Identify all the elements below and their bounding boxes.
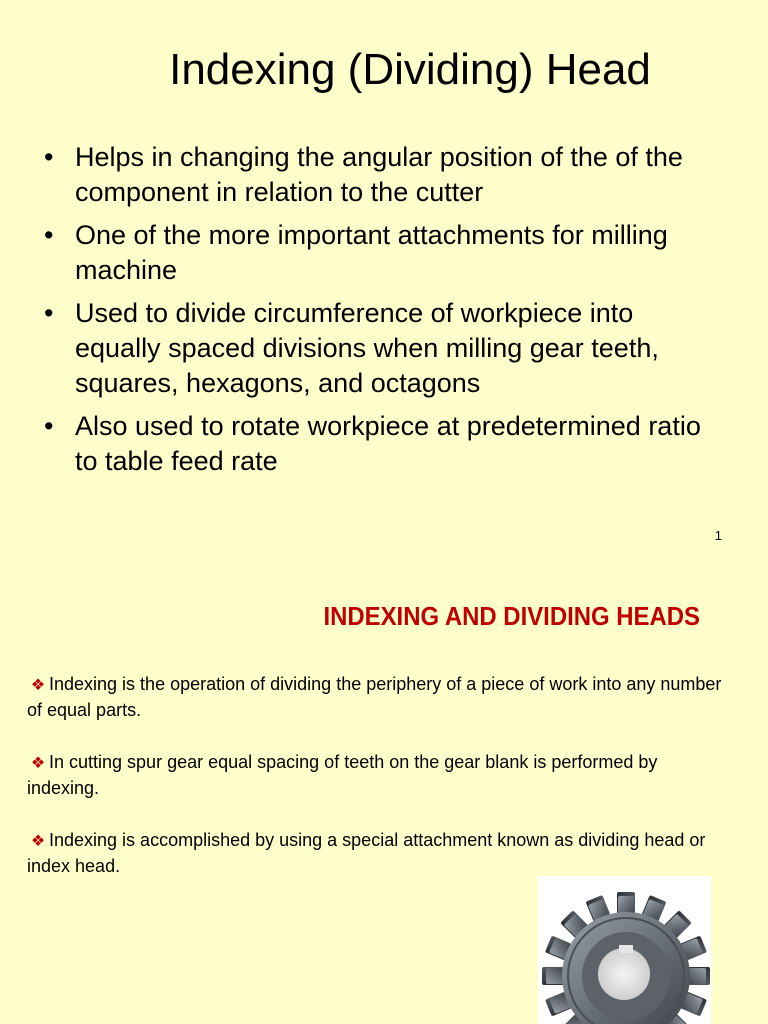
section-heading: INDEXING AND DIVIDING HEADS xyxy=(323,601,700,631)
gear-image xyxy=(538,876,711,1024)
bullet-text: Used to divide circumference of workpiece into equally spaced divisions when milling gear teeth, squares, hexagons, and octagons xyxy=(75,298,659,398)
page-title: Indexing (Dividing) Head xyxy=(169,45,651,94)
list-item xyxy=(44,140,724,210)
bullet-text: Also used to rotate workpiece at predetermined ratio to table feed rate xyxy=(75,411,701,476)
bullet-text: Helps in changing the angular position of the of the component in relation to the cutter xyxy=(75,142,683,207)
page-number: 1 xyxy=(714,528,722,543)
bullet-icon: • xyxy=(44,298,54,328)
spur-gear-icon xyxy=(538,876,711,1024)
paragraph-list xyxy=(27,672,727,906)
bullet-icon: • xyxy=(44,142,54,172)
paragraph xyxy=(27,672,727,723)
paragraph-text: Indexing is accomplished by using a special attachment known as dividing head or index head. xyxy=(27,830,706,876)
bullet-icon: • xyxy=(44,220,54,250)
bullet-text: One of the more important attachments for milling machine xyxy=(75,220,668,285)
paragraph xyxy=(27,750,727,801)
bullet-icon: • xyxy=(44,411,54,441)
diamond-bullet-icon: ❖ xyxy=(30,677,46,694)
paragraph-text: Indexing is the operation of dividing the periphery of a piece of work into any number of equal parts. xyxy=(27,674,722,720)
paragraph xyxy=(27,828,727,879)
list-item xyxy=(44,296,724,401)
diamond-bullet-icon: ❖ xyxy=(30,755,46,772)
list-item xyxy=(44,218,724,288)
bullet-list xyxy=(44,140,724,487)
list-item xyxy=(44,409,724,479)
paragraph-text: In cutting spur gear equal spacing of teeth on the gear blank is performed by indexing. xyxy=(27,752,658,798)
diamond-bullet-icon: ❖ xyxy=(30,833,46,850)
